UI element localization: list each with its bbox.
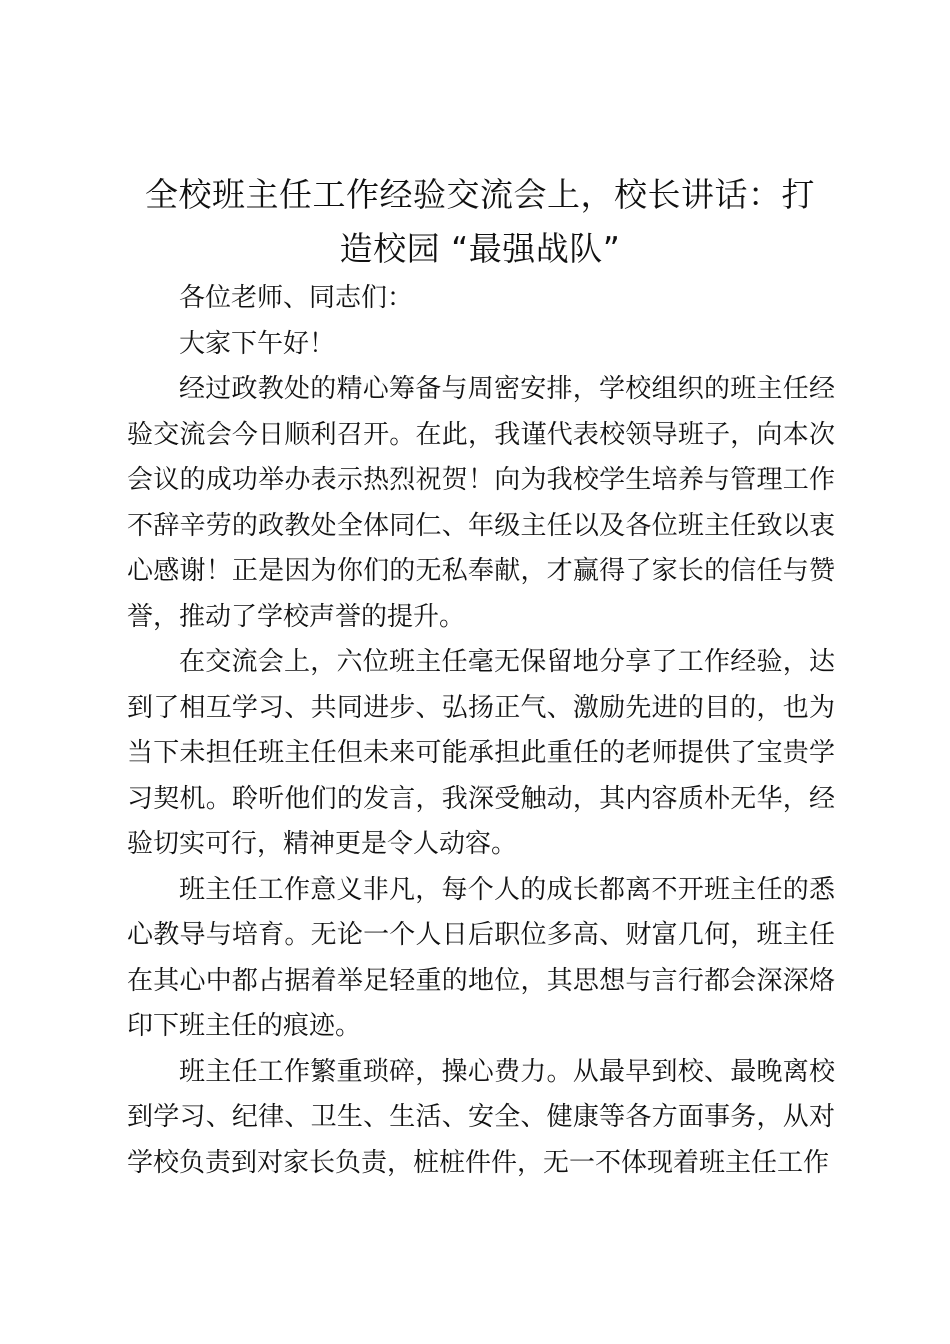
document-title [120,168,840,276]
title-line-1: 全校班主任工作经验交流会上，校长讲话：打 [145,175,815,214]
paragraph-significance: 班主任工作意义非凡，每个人的成长都离不开班主任的悉心教导与培育。无论一个人日后职位多高、财富几何，班主任在其心中都占据着举足轻重的地位，其思想与言行都会深深烙印下班主任的痕迹。 [127,874,835,1041]
salutation: 各位老师、同志们： [179,283,414,313]
paragraph-exchange: 在交流会上，六位班主任毫无保留地分享了工作经验，达到了相互学习、共同进步、弘扬正气、激励先进的目的，也为当下未担任班主任但未来可能承担此重任的老师提供了宝贵学习契机。聆听他们的发言，我深受触动，其内容质朴无华，经验切实可行，精神更是令人动容。 [127,647,835,859]
paragraph-workload: 班主任工作繁重琐碎，操心费力。从最早到校、最晚离校到学习、纪律、卫生、生活、安全、健康等各方面事务，从对学校负责到对家长负责，桩桩件件，无一不体现着班主任工作 [127,1056,835,1178]
paragraph-opening: 经过政教处的精心筹备与周密安排，学校组织的班主任经验交流会今日顺利召开。在此，我谨代表校领导班子，向本次会议的成功举办表示热烈祝贺！向为我校学生培养与管理工作不辞辛劳的政教处全体同仁、年级主任以及各位班主任致以衷心感谢！正是因为你们的无私奉献，才赢得了家长的信任与赞誉，推动了学校声誉的提升。 [127,374,835,632]
document-body [127,276,835,1186]
title-line-2: 造校园 “最强战队” [339,229,621,268]
greeting: 大家下午好！ [179,328,336,359]
